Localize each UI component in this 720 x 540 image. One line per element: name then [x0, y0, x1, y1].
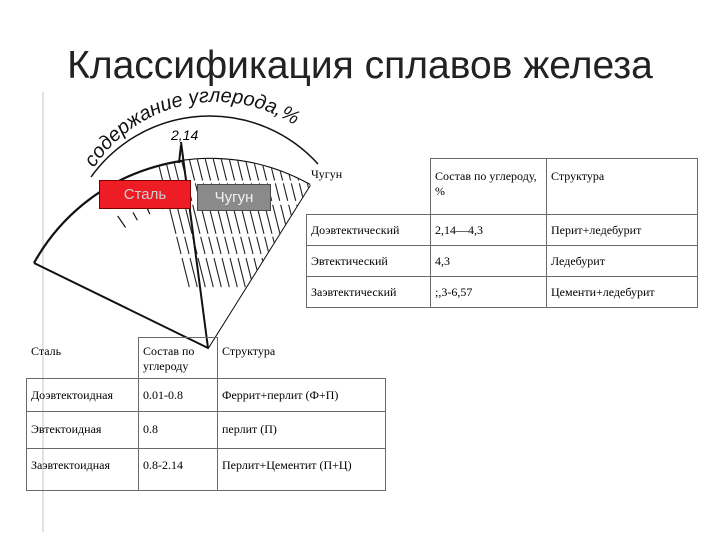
table-cell: перлит (П) [218, 412, 386, 449]
table-cell: Перит+ледебурит [547, 215, 698, 246]
table-cell: Доэвтектоидная [27, 379, 139, 412]
table-cell: Заэвтектоидная [27, 449, 139, 491]
header-cell: Структура [218, 338, 386, 379]
table-header-row [27, 338, 386, 379]
table-cell: Феррит+перлит (Ф+П) [218, 379, 386, 412]
table-cell: Перлит+Цементит (П+Ц) [218, 449, 386, 491]
header-cell: Состав по углероду, % [431, 159, 547, 215]
legend-steel-label: Сталь [123, 186, 167, 203]
table-cell: ;,3-6,57 [431, 277, 547, 308]
table-row [307, 215, 698, 246]
header-cell: Структура [547, 159, 698, 215]
header-cell: Чугун [307, 159, 431, 215]
table-cell: 0.8 [139, 412, 218, 449]
table-cell: 0.01-0.8 [139, 379, 218, 412]
scale-tick [118, 216, 126, 228]
table-cell: 0.8-2.14 [139, 449, 218, 491]
boundary-value-label: 2,14 [171, 127, 199, 143]
slide-title: Классификация сплавов железа [67, 44, 653, 87]
legend-steel [99, 180, 191, 209]
table-cell: 4,3 [431, 246, 547, 277]
table-cell: Доэвтектический [307, 215, 431, 246]
legend-cast-iron [197, 184, 271, 211]
hatch-line [150, 130, 190, 290]
table-cell: 2,14—4,3 [431, 215, 547, 246]
table-cell: Эвтектический [307, 246, 431, 277]
steel-table [26, 337, 386, 491]
table-cell: Эвтектоидная [27, 412, 139, 449]
table-header-row [307, 159, 698, 215]
header-cell: Состав по углероду [139, 338, 218, 379]
table-row [27, 412, 386, 449]
table-row [307, 277, 698, 308]
legend-cast-iron-label: Чугун [214, 189, 254, 206]
table-row [27, 379, 386, 412]
header-cell: Сталь [27, 338, 139, 379]
table-cell: Заэвтектический [307, 277, 431, 308]
table-cell: Ледебурит [547, 246, 698, 277]
table-row [307, 246, 698, 277]
arc-axis-label-path: содержание углерода,% [79, 84, 304, 171]
table-cell: Цементи+ледебурит [547, 277, 698, 308]
table-row [27, 449, 386, 491]
scale-tick [133, 212, 137, 220]
cast-iron-table [306, 158, 698, 308]
